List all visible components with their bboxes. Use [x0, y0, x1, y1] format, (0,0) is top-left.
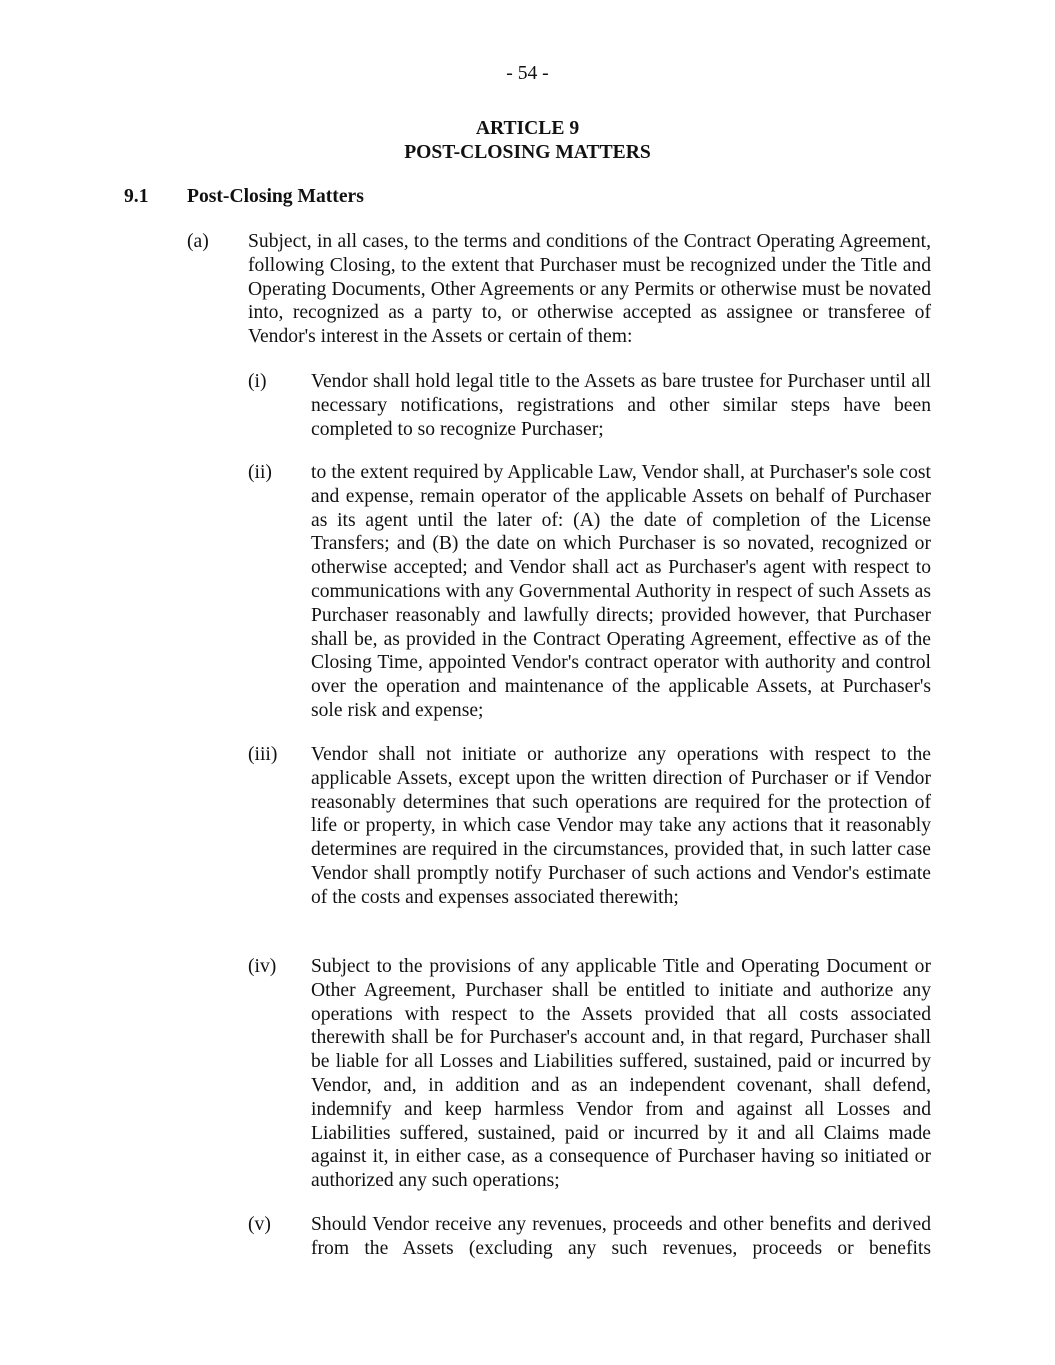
article-heading: [0, 117, 1055, 165]
subparagraph-label: (i): [248, 371, 267, 392]
subparagraph-text: Subject to the provisions of any applicable Title and Operating Document or Other Agreement, Purchaser shall be entitled to initiate and authorize any operations with respect to the Assets provided that all costs associated therewith shall be for Purchaser's account and, in that regard, Purchaser shall be liable for all Losses and Liabilities suffered, sustained, paid or incurred by Vendor, and, in addition and as an independent covenant, shall defend, indemnify and keep harmless Vendor from and against all Losses and Liabilities suffered, sustained, paid or incurred by it and all Claims made against it, in either case, as a consequence of Purchaser having so initiated or authorized any such operations;: [311, 956, 931, 1192]
subparagraph-iii: [248, 743, 931, 910]
section-heading: [124, 185, 364, 209]
subparagraph-text: Vendor shall hold legal title to the Assets as bare trustee for Purchaser until all necessary notifications, registrations and other similar steps have been completed to so recognize Purchaser;: [311, 371, 931, 440]
subparagraph-label: (iii): [248, 744, 278, 765]
section-title: Post-Closing Matters: [187, 186, 364, 207]
subparagraph-label: (ii): [248, 462, 272, 483]
paragraph-text: Subject, in all cases, to the terms and conditions of the Contract Operating Agreement, following Closing, to the extent that Purchaser must be recognized under the Title and Operating Documents, Other Agreements or any Permits or otherwise must be novated into, recognized as a party to, or otherwise accepted as assignee or transferee of Vendor's interest in the Assets or certain of them:: [248, 231, 931, 348]
paragraph-label: (a): [187, 231, 209, 252]
subparagraph-label: (iv): [248, 956, 277, 977]
subparagraph-text: Vendor shall not initiate or authorize any operations with respect to the applicable Assets, except upon the written direction of Purchaser or if Vendor reasonably determines that such operations are required for the protection of life or property, in which case Vendor may take any actions that it reasonably determines are required in the circumstances, provided that, in such latter case Vendor shall promptly notify Purchaser of such actions and Vendor's estimate of the costs and expenses associated therewith;: [311, 744, 931, 908]
subparagraph-text: to the extent required by Applicable Law, Vendor shall, at Purchaser's sole cost and expense, remain operator of the applicable Assets on behalf of Purchaser as its agent until the later of: (A) the date of completion of the License Transfers; and (B) the date on which Purchaser is so novated, recognized or otherwise accepted; and Vendor shall act as Purchaser's agent with respect to communications with any Governmental Authority in respect of such Assets as Purchaser reasonably and lawfully directs; provided however, that Purchaser shall be, as provided in the Contract Operating Agreement, effective as of the Closing Time, appointed Vendor's contract operator with authority and control over the operation and maintenance of the applicable Assets, at Purchaser's sole risk and expense;: [311, 462, 931, 721]
page-number: - 54 -: [506, 63, 549, 84]
subparagraph-label: (v): [248, 1214, 271, 1235]
article-title: ARTICLE 9: [475, 118, 580, 139]
article-subtitle: POST-CLOSING MATTERS: [404, 142, 651, 163]
paragraph-a: [187, 230, 931, 349]
subparagraph-i: [248, 370, 931, 441]
subparagraph-text: Should Vendor receive any revenues, proceeds and other benefits and derived from the Assets (excluding any such revenues, proceeds or benefits: [311, 1214, 931, 1259]
section-number: 9.1: [124, 186, 149, 207]
subparagraph-ii: [248, 461, 931, 723]
subparagraph-v: [248, 1213, 931, 1261]
subparagraph-iv: [248, 955, 931, 1193]
